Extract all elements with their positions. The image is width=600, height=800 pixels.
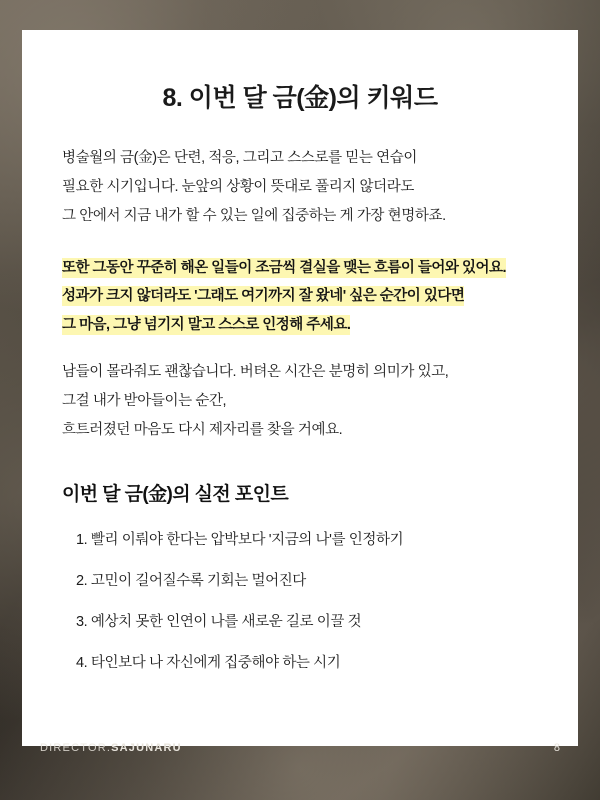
- closing-line-1: 남들이 몰라줘도 괜찮습니다. 버텨온 시간은 분명히 의미가 있고,: [62, 364, 449, 381]
- intro-line-3: 그 안에서 지금 내가 할 수 있는 일에 집중하는 게 가장 현명하죠.: [62, 208, 446, 224]
- brand-logo: [40, 742, 182, 754]
- intro-line-2: 필요한 시기입니다. 눈앞의 상황이 뜻대로 풀리지 않더라도: [62, 179, 414, 195]
- highlighted-paragraph: [62, 257, 538, 337]
- spacer: [62, 342, 538, 358]
- highlight-line-3: 그 마음, 그냥 넘기지 말고 스스로 인정해 주세요.: [62, 316, 351, 333]
- closing-line-2: 그걸 내가 받아들이는 순간,: [62, 393, 227, 410]
- intro-paragraph: [62, 144, 538, 231]
- list-item: 4. 타인보다 나 자신에게 집중해야 하는 시기: [76, 655, 341, 672]
- practical-points-list: [62, 528, 538, 672]
- page-number: 8: [553, 742, 560, 754]
- section-subheading: 이번 달 금(金)의 실전 포인트: [62, 484, 289, 506]
- list-item: 1. 빨리 이뤄야 한다는 압박보다 '지금의 나'를 인정하기: [76, 532, 404, 549]
- closing-paragraph: [62, 358, 538, 445]
- highlight-line-2: 성과가 크지 않더라도 '그래도 여기까지 잘 왔네' 싶은 순간이 있다면: [62, 288, 465, 305]
- list-item: 2. 고민이 길어질수록 기회는 멀어진다: [76, 573, 306, 590]
- intro-line-1: 병술월의 금(金)은 단련, 적응, 그리고 스스로를 믿는 연습이: [62, 150, 417, 166]
- closing-line-3: 흐트러졌던 마음도 다시 제자리를 찾을 거예요.: [62, 422, 343, 439]
- slide-footer: [22, 732, 578, 770]
- content-card: [22, 30, 578, 746]
- list-item: 3. 예상치 못한 인연이 나를 새로운 길로 이끌 것: [76, 614, 362, 631]
- highlight-line-1: 또한 그동안 꾸준히 해온 일들이 조금씩 결실을 맺는 흐름이 들어와 있어요.: [62, 260, 507, 276]
- brand-prefix: DIRECTOR.: [40, 742, 112, 754]
- page-title: 8. 이번 달 금(金)의 키워드: [162, 84, 438, 112]
- spacer: [62, 231, 538, 257]
- brand-name: SAJUNARU: [111, 742, 182, 754]
